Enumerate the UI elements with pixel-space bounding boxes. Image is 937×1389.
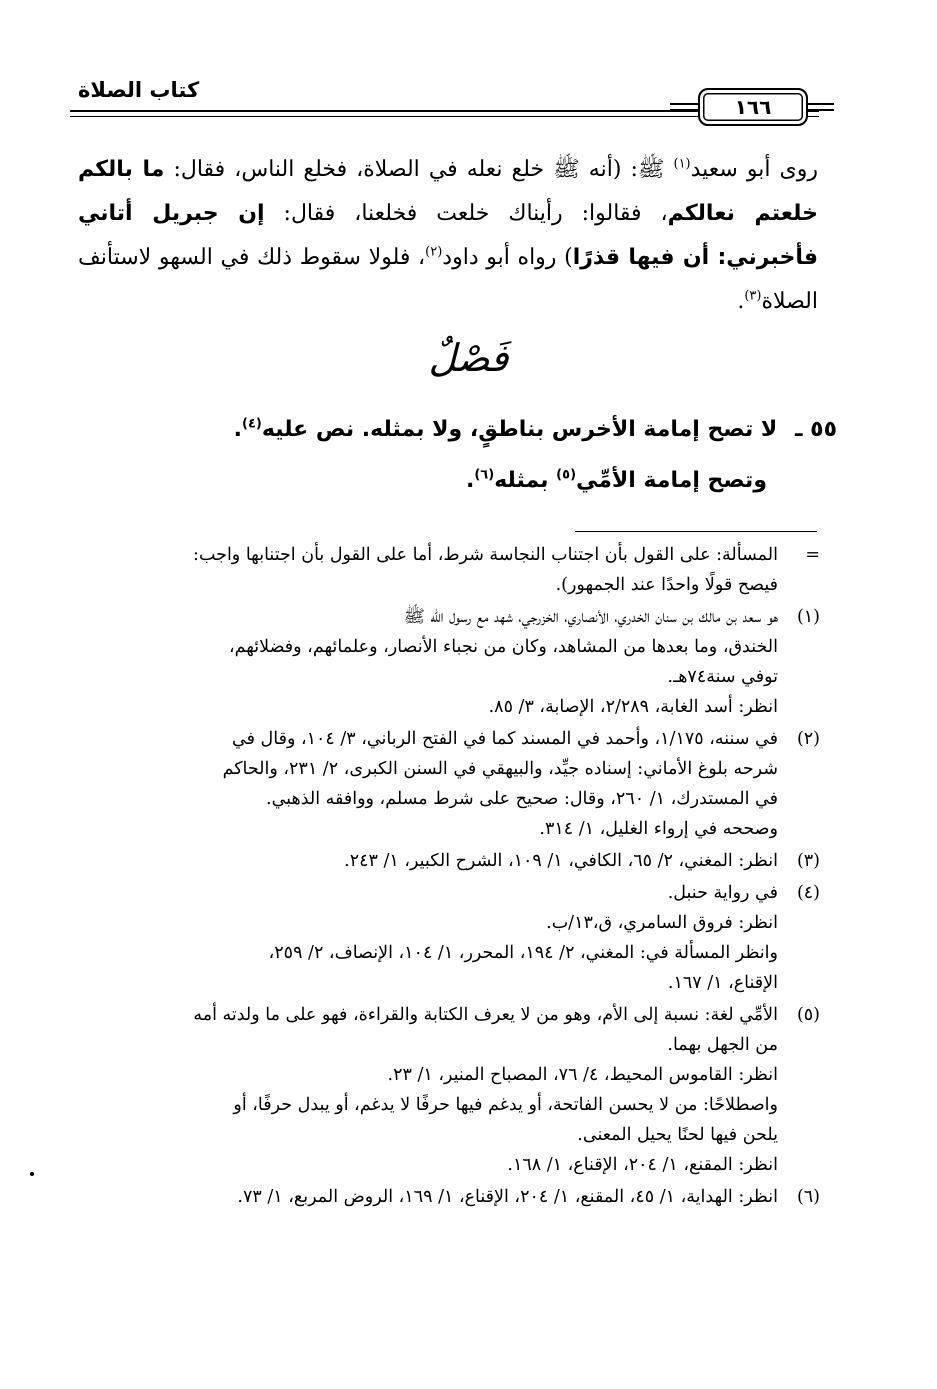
page-number-badge: [698, 88, 808, 126]
main-text-3: ) رواه أبو داود: [442, 245, 573, 270]
footnote-line: في المستدرك، ١/ ٢٦٠، وقال: صحيح على شرط مسلم، ووافقه الذهبي.: [266, 789, 778, 809]
footnotes-block: [78, 540, 820, 1214]
footnote-ref-1[interactable]: (١): [673, 156, 691, 172]
footnote-separator: [575, 531, 817, 532]
footnote-label: (٣): [796, 851, 820, 871]
rule-number: ٥٥ ـ: [794, 417, 837, 442]
footnote-line: يلحن فيها لحنًا يحيل المعنى.: [577, 1125, 778, 1145]
footnote-line: هو سعد بن مالك بن سنان الخدري، الأنصاري، الخزرجي، شهد مع رسول الله ﷺ: [403, 607, 778, 627]
footnote-item: [78, 1182, 820, 1212]
footnote-ref-5[interactable]: (٥): [556, 467, 577, 483]
rule-text-1: لا تصح إمامة الأخرس بناطقٍ، ولا بمثله. نص عليه: [261, 417, 778, 442]
footnote-item: [78, 540, 820, 600]
badge-ornament-left: [670, 103, 700, 105]
main-text-1b: ﷺ: (أنه ﷺ خلع نعله في الصلاة، فخلع الناس، فقال:: [164, 157, 674, 182]
footnote-label: (٦): [796, 1187, 820, 1207]
footnote-line: من الجهل بهما.: [667, 1035, 778, 1055]
footnote-line: انظر: الهداية، ١/ ٤٥، المقنع، ١/ ٢٠٤، الإقناع، ١/ ١٦٩، الروض المربع، ١/ ٧٣.: [237, 1187, 778, 1207]
footnote-line: انظر: المغني، ٢/ ٦٥، الكافي، ١/ ١٠٩، الشرح الكبير، ١/ ٢٤٣.: [344, 851, 778, 871]
footnote-ref-2[interactable]: (٢): [425, 244, 443, 260]
rule-line-1: [107, 405, 837, 455]
main-text-2: ، فقالوا: رأيناك خلعت فخلعنا، فقال:: [264, 201, 668, 226]
footnote-line: انظر: المقنع، ١/ ٢٠٤، الإقناع، ١/ ١٦٨.: [507, 1155, 778, 1175]
rule-period-1: .: [233, 417, 243, 442]
section-heading: فَصْلٌ: [428, 336, 509, 380]
hadith-bold-1: ما بالكم خلعتم نعالكم: [78, 157, 818, 226]
hadith-bold-2: إن جبريل أتاني فأخبرني: أن فيها قذرًا: [78, 201, 818, 270]
footnote-line: الإقناع، ١/ ١٦٧.: [667, 973, 778, 993]
footnote-ref-3[interactable]: (٣): [744, 288, 762, 304]
footnote-label: (٢): [796, 729, 820, 749]
main-text-4: ، فلولا سقوط ذلك في السهو لاستأنف الصلاة: [78, 245, 818, 314]
footnote-line: انظر: فروق السامري، ق،١٣/ب.: [546, 913, 778, 933]
running-title: كتاب الصلاة: [78, 78, 200, 102]
footnote-item: [78, 1000, 820, 1180]
footnote-line: الأمِّي لغة: نسبة إلى الأم، وهو من لا يعرف الكتابة والقراءة، فهو على ما ولدته أمه: [193, 1005, 778, 1025]
stray-dot: [30, 1172, 34, 1176]
main-text-1: روى أبو سعيد: [690, 157, 819, 182]
footnote-line: وانظر المسألة في: المغني، ٢/ ١٩٤، المحرر، ١/ ١٠٤، الإنصاف، ٢/ ٢٥٩،: [268, 943, 778, 963]
footnote-line: واصطلاحًا: من لا يحسن الفاتحة، أو يدغم فيها حرفًا لا يدغم، أو يبدل حرفًا، أو: [233, 1095, 778, 1115]
footnote-item: [78, 878, 820, 998]
footnote-ref-6[interactable]: (٦): [474, 467, 495, 483]
footnote-line: في رواية حنبل.: [667, 883, 778, 903]
footnote-line: انظر: أسد الغابة، ٢/٢٨٩، الإصابة، ٣/ ٨٥.: [488, 697, 778, 717]
footnote-line: في سننه، ١/١٧٥، وأحمد في المسند كما في الفتح الرباني، ٣/ ١٠٤، وقال في: [232, 729, 778, 749]
rule-line-2: [37, 456, 767, 506]
main-paragraph: [78, 148, 818, 324]
footnote-line: وصححه في إرواء الغليل، ١/ ٣١٤.: [539, 819, 778, 839]
badge-ornament-right-2: [804, 109, 834, 111]
footnote-item: [78, 846, 820, 876]
rule-text-2a: وتصح إمامة الأمِّي: [576, 468, 767, 493]
rule-period-2: .: [465, 468, 475, 493]
page-number: ١٦٦: [734, 95, 772, 119]
footnote-line: الخندق، وما بعدها من المشاهد، وكان من نجباء الأنصار، وعلمائهم، وفضلائهم،: [228, 637, 778, 657]
footnote-label: (٤): [796, 883, 820, 903]
footnote-label: (١): [796, 607, 820, 627]
badge-ornament-left-2: [670, 109, 700, 111]
footnote-ref-4[interactable]: (٤): [242, 416, 262, 432]
rule-text-2b: بمثله: [494, 468, 557, 493]
footnote-line: شرحه بلوغ الأماني: إسناده جيِّد، والبيهقي في السنن الكبرى، ٢/ ٢٣١، والحاكم: [222, 759, 778, 779]
footnote-item: [78, 724, 820, 844]
footnote-line: انظر: القاموس المحيط، ٤/ ٧٦، المصباح المنير، ١/ ٢٣.: [387, 1065, 778, 1085]
footnote-item: [78, 602, 820, 722]
main-text-end: .: [737, 289, 745, 314]
footnote-label: (٥): [796, 1005, 820, 1025]
page-header: [70, 60, 819, 120]
badge-ornament-right: [804, 103, 834, 105]
footnote-line: توفي سنة٧٤هـ.: [667, 667, 778, 687]
footnote-line: فيصح قولًا واحدًا عند الجمهور).: [555, 575, 778, 595]
footnote-label: =: [805, 545, 820, 565]
footnote-line: المسألة: على القول بأن اجتناب النجاسة شرط، أما على القول بأن اجتنابها واجب:: [193, 545, 778, 565]
